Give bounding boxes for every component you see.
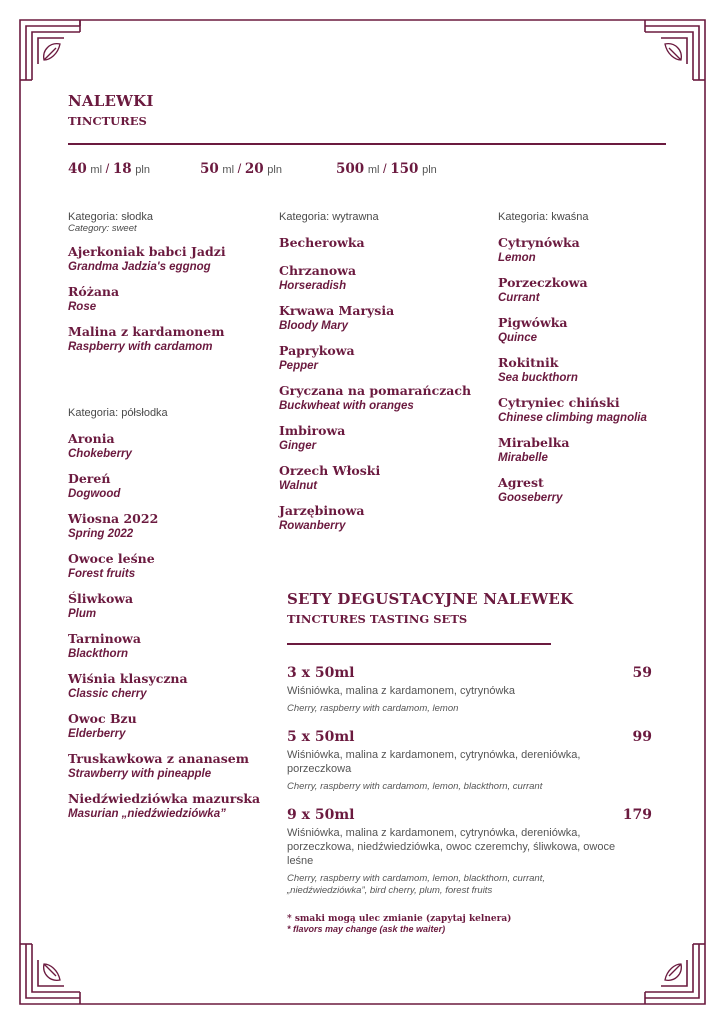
- item-name: Mirabelka: [498, 435, 570, 450]
- item-translation: Grandma Jadzia's eggnog: [68, 261, 211, 273]
- category-label: Kategoria: kwaśna: [498, 211, 589, 223]
- item-translation: Chokeberry: [68, 448, 132, 460]
- item-name: Chrzanowa: [279, 263, 357, 278]
- item-translation: Bloody Mary: [279, 320, 349, 332]
- item-name: Krwawa Marysia: [279, 303, 395, 318]
- item-name: Gryczana na pomarańczach: [279, 383, 472, 398]
- list-item: [279, 303, 494, 334]
- list-item: [68, 591, 278, 622]
- item-name: Wiosna 2022: [68, 511, 159, 526]
- item-translation: Gooseberry: [498, 492, 563, 504]
- menu-header: [68, 92, 154, 128]
- item-translation: Classic cherry: [68, 688, 147, 700]
- item-name: Cytryniec chiński: [498, 395, 620, 410]
- item-name: Rokitnik: [498, 355, 559, 370]
- item-name: Truskawkowa z ananasem: [68, 751, 249, 766]
- item-name: Dereń: [68, 471, 111, 486]
- list-item: [279, 503, 494, 534]
- category-label: Kategoria: półsłodka: [68, 407, 168, 419]
- list-item: [498, 395, 698, 426]
- list-item: [68, 551, 278, 582]
- set-description: Wiśniówka, malina z kardamonem, cytrynówka: [287, 685, 516, 697]
- set-description-en: Cherry, raspberry with cardamom, lemon, blackthorn, currant: [287, 781, 543, 792]
- list-item: [68, 284, 278, 315]
- item-translation: Currant: [498, 292, 540, 304]
- sets-divider: [287, 643, 551, 645]
- item-translation: Blackthorn: [68, 648, 129, 660]
- set-name: 5 x 50ml: [287, 729, 355, 745]
- item-translation: Ginger: [279, 440, 317, 452]
- list-item: [68, 671, 278, 702]
- category-sweet: [68, 211, 278, 364]
- category-semisweet: [68, 407, 278, 831]
- item-name: Śliwkowa: [68, 591, 134, 606]
- item-translation: Walnut: [279, 480, 318, 492]
- tasting-sets-list: [287, 665, 652, 897]
- list-item: [498, 275, 698, 306]
- list-item: [498, 355, 698, 386]
- list-item: [498, 435, 698, 466]
- list-item: [279, 263, 494, 294]
- item-name: Malina z kardamonem: [68, 324, 225, 339]
- set-item: [287, 729, 652, 793]
- flavors-note: [287, 914, 511, 934]
- item-translation: Spring 2022: [68, 528, 134, 540]
- item-name: Owoc Bzu: [68, 711, 137, 726]
- list-item: [68, 791, 278, 822]
- list-item: [498, 315, 698, 346]
- list-item: [68, 751, 278, 782]
- list-item: [68, 511, 278, 542]
- category-sour: [498, 211, 698, 515]
- list-item: [68, 244, 278, 275]
- list-item: [279, 383, 494, 414]
- tasting-sets-header: [287, 590, 573, 626]
- set-description: Wiśniówka, malina z kardamonem, cytrynówka, dereniówka, porzeczkowa, niedźwiedziówka, owoc czeremchy, śliwkowa, owoce leśne: [287, 827, 616, 867]
- item-translation: Lemon: [498, 252, 536, 264]
- item-translation: Rowanberry: [279, 520, 346, 532]
- note-en: * flavors may change (ask the waiter): [287, 924, 446, 934]
- price-40ml: 40 ml / 18 pln: [68, 161, 150, 177]
- item-name: Owoce leśne: [68, 551, 155, 566]
- list-item: [68, 471, 278, 502]
- page-title: NALEWKI: [68, 92, 154, 110]
- set-price: 179: [622, 807, 652, 823]
- list-item: [68, 431, 278, 462]
- item-name: Paprykowa: [279, 343, 355, 358]
- item-translation: Raspberry with cardamom: [68, 341, 213, 353]
- item-name: Cytrynówka: [498, 235, 580, 250]
- set-name: 9 x 50ml: [287, 807, 355, 823]
- item-translation: Pepper: [279, 360, 318, 372]
- set-item: [287, 807, 652, 897]
- list-item: [498, 235, 698, 266]
- item-translation: Elderberry: [68, 728, 126, 740]
- item-name: Jarzębinowa: [279, 503, 365, 518]
- set-price: 99: [632, 729, 652, 745]
- item-name: Porzeczkowa: [498, 275, 588, 290]
- item-name: Pigwówka: [498, 315, 568, 330]
- set-name: 3 x 50ml: [287, 665, 355, 681]
- item-translation: Mirabelle: [498, 452, 548, 464]
- list-item: [279, 343, 494, 374]
- header-divider: [68, 143, 666, 145]
- item-name: Różana: [68, 284, 120, 299]
- item-translation: Buckwheat with oranges: [279, 400, 414, 412]
- category-label: Kategoria: słodka: [68, 211, 153, 223]
- price-500ml: 500 ml / 150 pln: [336, 161, 437, 177]
- set-description-en: Cherry, raspberry with cardamom, lemon, blackthorn, currant, „niedźwiedziówka”, bird cherry, plum, forest fruits: [287, 873, 545, 896]
- item-translation: Sea buckthorn: [498, 372, 578, 384]
- category-label: Kategoria: wytrawna: [279, 211, 379, 223]
- item-name: Ajerkoniak babci Jadzi: [68, 244, 226, 259]
- list-item: [279, 463, 494, 494]
- item-translation: Chinese climbing magnolia: [498, 412, 647, 424]
- item-name: Wiśnia klasyczna: [68, 671, 188, 686]
- item-name: Agrest: [498, 475, 544, 490]
- list-item: [68, 631, 278, 662]
- item-translation: Rose: [68, 301, 97, 313]
- price-50ml: 50 ml / 20 pln: [200, 161, 282, 177]
- item-translation: Quince: [498, 332, 537, 344]
- item-translation: Horseradish: [279, 280, 347, 292]
- item-name: Aronia: [68, 431, 115, 446]
- set-description: Wiśniówka, malina z kardamonem, cytrynówka, dereniówka, porzeczkowa: [287, 749, 581, 775]
- item-translation: Forest fruits: [68, 568, 136, 580]
- set-price: 59: [632, 665, 652, 681]
- item-translation: Masurian „niedźwiedziówka”: [68, 808, 226, 820]
- page-subtitle: TINCTURES: [68, 114, 147, 128]
- sets-title: SETY DEGUSTACYJNE NALEWEK: [287, 590, 574, 608]
- list-item: [498, 475, 698, 506]
- sets-subtitle: TINCTURES TASTING SETS: [287, 612, 468, 626]
- item-name: Becherowka: [279, 235, 365, 250]
- list-item: [68, 324, 278, 355]
- set-item: [287, 665, 652, 715]
- item-name: Tarninowa: [68, 631, 141, 646]
- category-label-en: Category: sweet: [68, 223, 137, 234]
- set-description-en: Cherry, raspberry with cardamom, lemon: [287, 703, 459, 714]
- list-item: [279, 235, 494, 251]
- note-pl: * smaki mogą ulec zmianie (zapytaj kelnera): [287, 914, 512, 924]
- item-name: Imbirowa: [279, 423, 346, 438]
- item-name: Niedźwiedziówka mazurska: [68, 791, 261, 806]
- item-translation: Strawberry with pineapple: [68, 768, 212, 780]
- item-name: Orzech Włoski: [279, 463, 381, 478]
- list-item: [279, 423, 494, 454]
- item-translation: Dogwood: [68, 488, 121, 500]
- category-dry: [279, 211, 494, 543]
- item-translation: Plum: [68, 608, 97, 620]
- list-item: [68, 711, 278, 742]
